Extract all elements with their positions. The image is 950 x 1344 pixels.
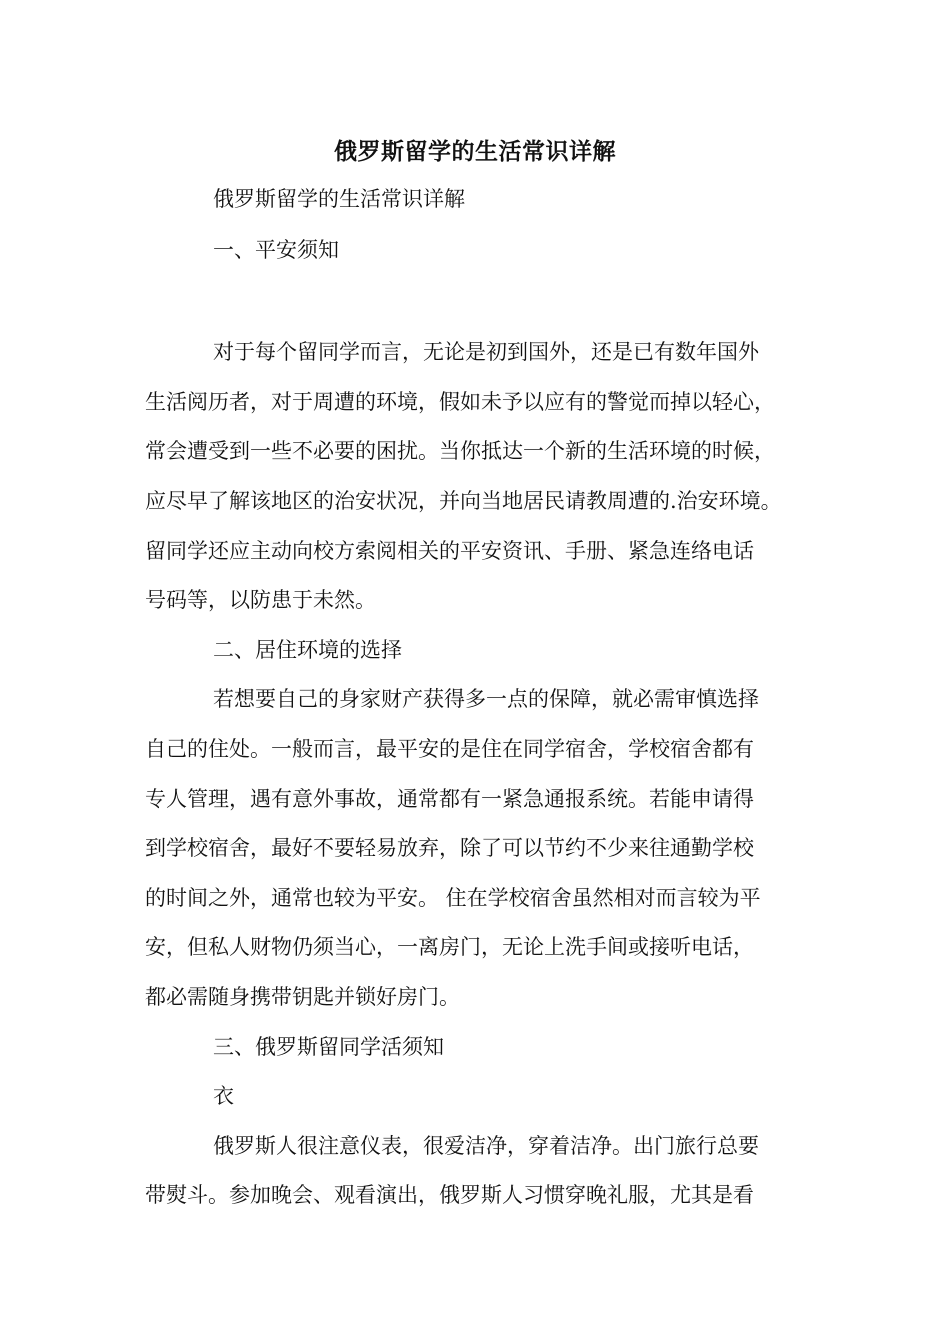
paragraph-line: 自己的住处。一般而言，最平安的是住在同学宿舍，学校宿舍都有 bbox=[145, 737, 754, 761]
paragraph-line: 的时间之外，通常也较为平安。 住在学校宿舍虽然相对而言较为平 bbox=[145, 886, 761, 910]
paragraph-line: 若想要自己的身家财产获得多一点的保障，就必需审慎选择 bbox=[213, 687, 759, 711]
document-title: 俄罗斯留学的生活常识详解 bbox=[334, 138, 616, 165]
section-heading-housing: 二、居住环境的选择 bbox=[213, 638, 402, 662]
subsection-heading-clothing: 衣 bbox=[213, 1084, 234, 1108]
paragraph-line: 号码等，以防患于未然。 bbox=[145, 588, 376, 612]
paragraph-line: 对于每个留同学而言，无论是初到国外，还是已有数年国外 bbox=[213, 340, 759, 364]
paragraph-line: 俄罗斯人很注意仪表，很爱洁净，穿着洁净。出门旅行总要 bbox=[213, 1134, 759, 1158]
paragraph-line: 都必需随身携带钥匙并锁好房门。 bbox=[145, 985, 460, 1009]
paragraph-line: 专人管理，遇有意外事故，通常都有一紧急通报系统。若能申请得 bbox=[145, 787, 754, 811]
paragraph-line: 应尽早了解该地区的治安状况，并向当地居民请教周遭的.治安环境。 bbox=[145, 489, 782, 513]
paragraph-line: 到学校宿舍，最好不要轻易放弃，除了可以节约不少来往通勤学校 bbox=[145, 836, 754, 860]
paragraph-line: 常会遭受到一些不必要的困扰。当你抵达一个新的生活环境的时候， bbox=[145, 439, 775, 463]
section-heading-living: 三、俄罗斯留同学活须知 bbox=[213, 1035, 444, 1059]
paragraph-line: 生活阅历者，对于周遭的环境，假如未予以应有的警觉而掉以轻心， bbox=[145, 390, 775, 414]
section-heading-safety: 一、平安须知 bbox=[213, 238, 339, 262]
paragraph-line: 留同学还应主动向校方索阅相关的平安资讯、手册、紧急连络电话 bbox=[145, 539, 754, 563]
paragraph-line: 安，但私人财物仍须当心，一离房门，无论上洗手间或接听电话， bbox=[145, 935, 754, 959]
document-subtitle: 俄罗斯留学的生活常识详解 bbox=[213, 187, 465, 211]
paragraph-line: 带熨斗。参加晚会、观看演出，俄罗斯人习惯穿晚礼服，尤其是看 bbox=[145, 1183, 754, 1207]
